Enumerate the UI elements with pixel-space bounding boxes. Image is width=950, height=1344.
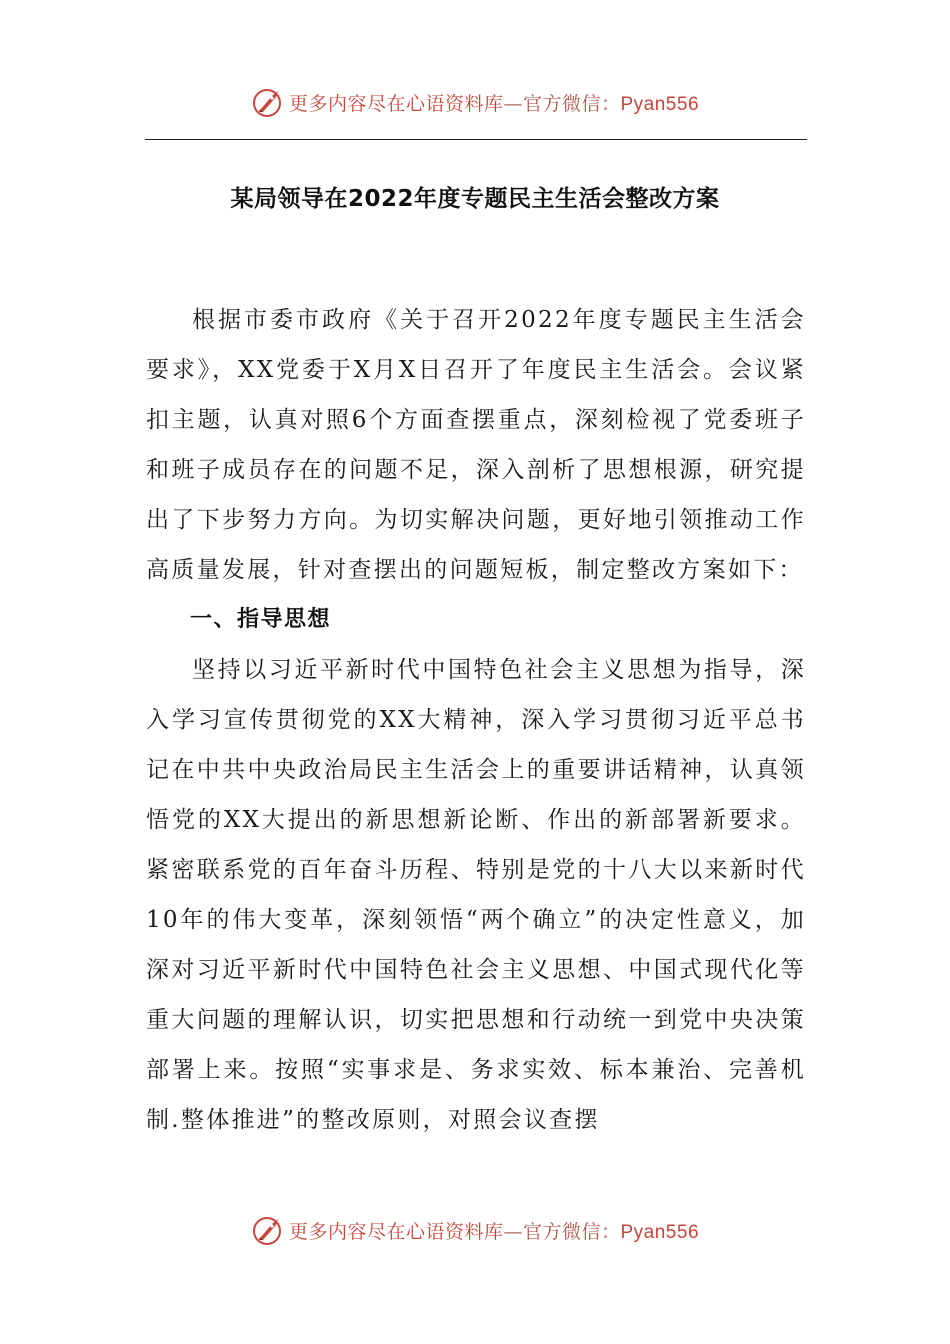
watermark-text (289, 89, 699, 116)
watermark-dash: — (503, 1220, 523, 1243)
document-body (146, 295, 806, 1145)
pen-nib-circle-icon (251, 85, 285, 119)
watermark-slogan: 更多内容尽在心语资料库 (288, 1220, 504, 1243)
watermark-wechat-id: Pyan556 (620, 93, 700, 115)
watermark-wechat-id: Pyan556 (620, 1221, 700, 1243)
watermark-text (289, 1217, 699, 1244)
header-divider (145, 139, 807, 140)
watermark-wechat-label: 官方微信： (522, 92, 621, 115)
watermark-dash: — (503, 92, 523, 115)
watermark-slogan: 更多内容尽在心语资料库 (288, 92, 504, 115)
pen-nib-circle-icon (251, 1213, 285, 1247)
guiding-ideology-paragraph: 坚持以习近平新时代中国特色社会主义思想为指导，深入学习宣传贯彻党的XX大精神，深入学习贯彻习近平总书记在中共中央政治局民主生活会上的重要讲话精神，认真领悟党的XX大提出的新思想新论断、作出的新部署新要求。紧密联系党的百年奋斗历程、特别是党的十八大以来新时代10年的伟大变革，深刻领悟“两个确立”的决定性意义，加深对习近平新时代中国特色社会主义思想、中国式现代化等重大问题的理解认识，切实把思想和行动统一到党中央决策部署上来。按照“实事求是、务求实效、标本兼治、完善机制.整体推进”的整改原则，对照会议查摆 (146, 657, 806, 1133)
document-title: 某局领导在2022年度专题民主生活会整改方案 (230, 186, 720, 212)
header-watermark-banner (0, 82, 950, 122)
watermark-wechat-label: 官方微信： (522, 1220, 621, 1243)
section-heading-guiding-ideology: 一、指导思想 (190, 607, 332, 632)
footer-watermark-banner (0, 1210, 950, 1250)
intro-paragraph: 根据市委市政府《关于召开2022年度专题民主生活会要求》，XX党委于X月X日召开了年度民主生活会。会议紧扣主题，认真对照6个方面查摆重点，深刻检视了党委班子和班子成员存在的问题不足，深入剖析了思想根源，研究提出了下步努力方向。为切实解决问题，更好地引领推动工作高质量发展，针对查摆出的问题短板，制定整改方案如下： (146, 307, 806, 583)
